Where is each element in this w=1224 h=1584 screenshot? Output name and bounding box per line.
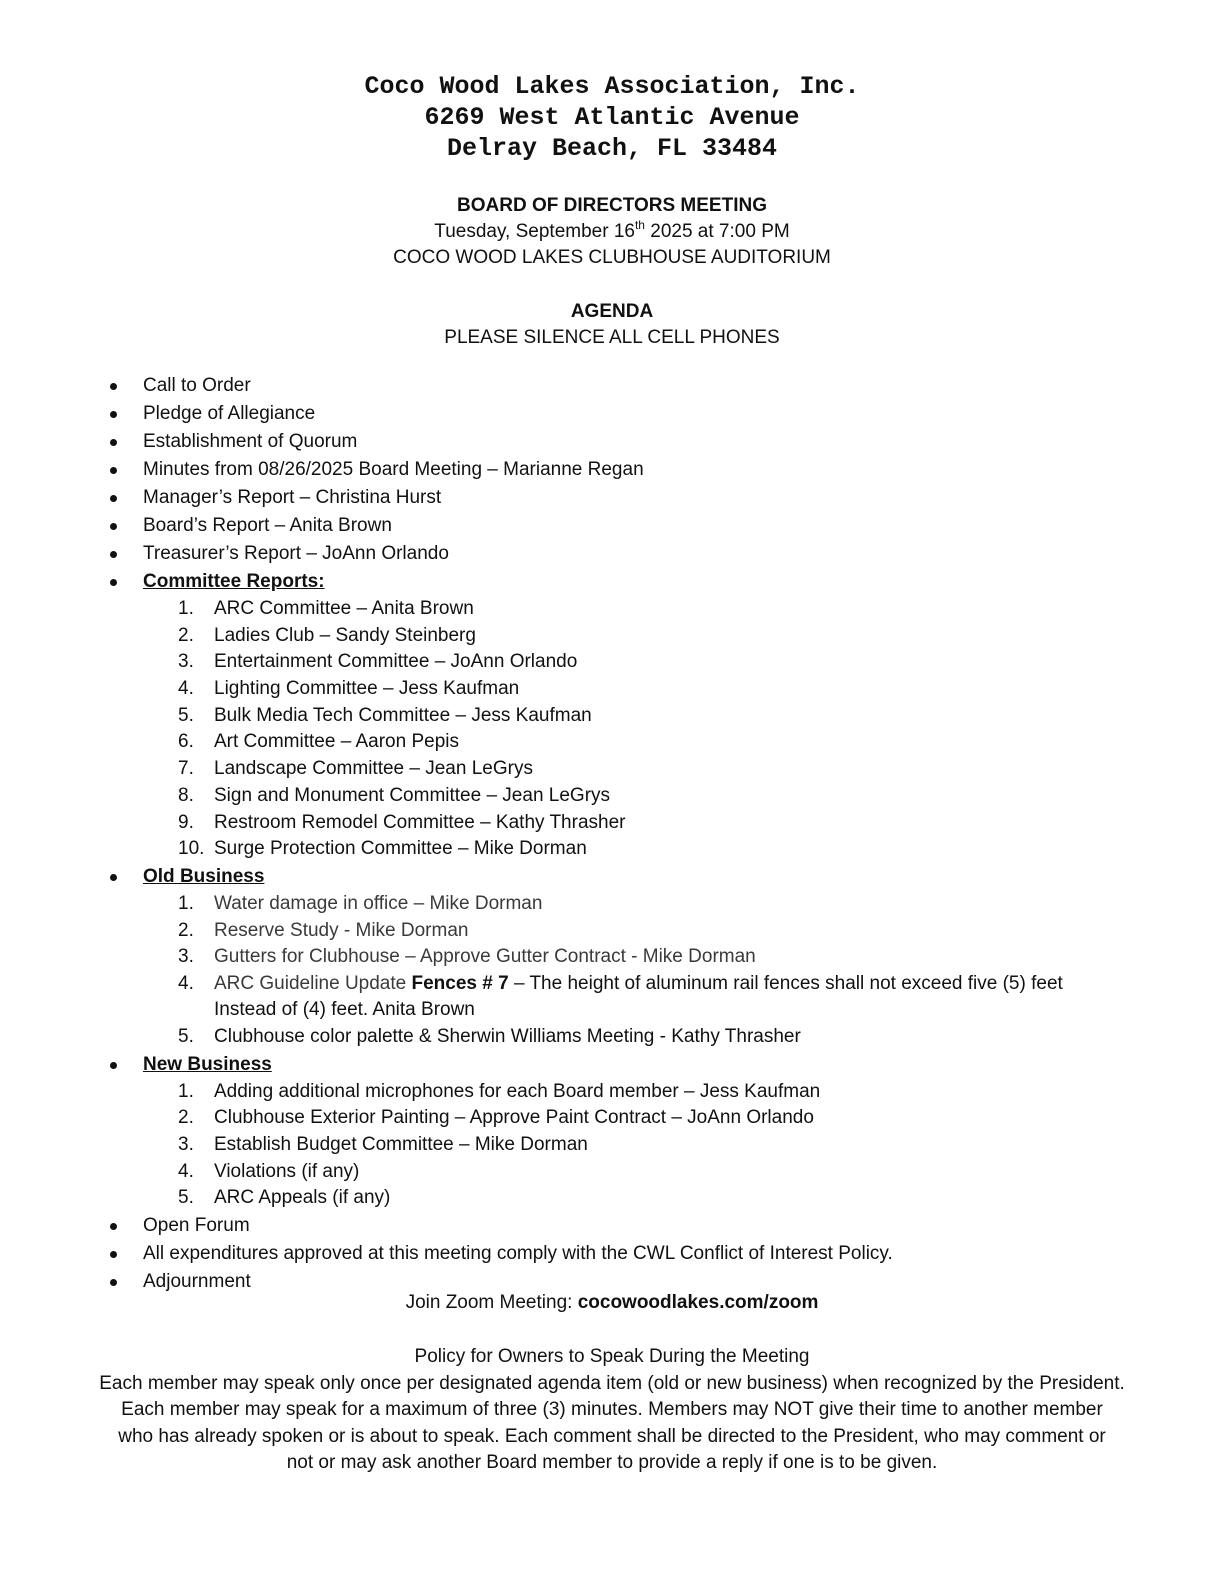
association-header [0,71,1224,164]
list-item: 3. Entertainment Committee – JoAnn Orlando [178,651,578,673]
bullet-icon [110,1251,117,1258]
list-item: 3. Establish Budget Committee – Mike Dorman [178,1134,588,1155]
list-item: 8. Sign and Monument Committee – Jean LeGrys [178,784,611,806]
list-item: 9. Restroom Remodel Committee – Kathy Thrasher [178,811,626,833]
list-item: 4. Violations (if any) [178,1160,360,1182]
list-item: 2. Ladies Club – Sandy Steinberg [178,624,476,646]
list-item: Pledge of Allegiance [0,400,1224,428]
bullet-icon [110,411,117,418]
agenda-notice: PLEASE SILENCE ALL CELL PHONES [444,327,780,348]
list-item: 4. ARC Guideline Update Fences # 7 – The height of aluminum rail fences shall not exceed five (5) feet Instead of (4) feet. Anita Brown [178,972,1063,1021]
list-item: 2. Clubhouse Exterior Painting – Approve Paint Contract – JoAnn Orlando [178,1107,814,1129]
list-item: 6. Art Committee – Aaron Pepis [178,731,459,753]
list-item: 2. Reserve Study - Mike Dorman [178,919,469,941]
policy-title: Policy for Owners to Speak During the Meeting [414,1346,810,1367]
new-business-heading: New Business [0,1051,1224,1079]
bullet-icon [110,551,117,558]
list-item: Establishment of Quorum [0,428,1224,456]
zoom-line [0,1290,1224,1316]
bullet-icon [110,523,117,530]
street-address: 6269 West Atlantic Avenue [424,103,800,132]
policy-line: Each member may speak for a maximum of three (3) minutes. Members may NOT give their time to another member [121,1399,1103,1420]
agenda-title: AGENDA [570,301,654,322]
meeting-date: Tuesday, September 16th 2025 at 7:00 PM [434,218,790,242]
meeting-info [0,193,1224,271]
committee-reports-heading: Committee Reports: [0,568,1224,596]
old-business-heading: Old Business [0,863,1224,891]
bullet-icon [110,467,117,474]
list-item: Treasurer’s Report – JoAnn Orlando [0,540,1224,568]
list-item: Open Forum [0,1212,1224,1240]
bullet-icon [110,1279,117,1286]
policy-line: Each member may speak only once per designated agenda item (old or new business) when recognized by the President. [99,1372,1125,1394]
policy-line: who has already spoken or is about to speak. Each comment shall be directed to the President, who may comment or [118,1425,1106,1447]
zoom-label: Join Zoom Meeting: [405,1292,578,1313]
list-item: 5. ARC Appeals (if any) [178,1187,391,1209]
list-item: 1. ARC Committee – Anita Brown [178,598,474,619]
list-item: Board’s Report – Anita Brown [0,512,1224,540]
list-item: Manager’s Report – Christina Hurst [0,484,1224,512]
bullet-icon [110,874,117,881]
list-item: 3. Gutters for Clubhouse – Approve Gutter Contract - Mike Dorman [178,946,756,968]
bullet-icon [110,383,117,390]
bullet-icon [110,1062,117,1069]
list-item: Call to Order [0,372,1224,400]
list-item: Adjournment [0,1268,1224,1296]
list-item: 1. Water damage in office – Mike Dorman [178,892,543,914]
list-item: 5. Bulk Media Tech Committee – Jess Kaufman [178,704,592,726]
agenda-header [0,299,1224,351]
zoom-link[interactable]: cocowoodlakes.com/zoom [577,1292,819,1313]
city-address: Delray Beach, FL 33484 [446,134,778,163]
list-item: 10. Surge Protection Committee – Mike Dorman [178,838,587,860]
speaking-policy [0,1344,1224,1477]
bullet-icon [110,1223,117,1230]
meeting-location: COCO WOOD LAKES CLUBHOUSE AUDITORIUM [393,247,831,268]
list-item: Minutes from 08/26/2025 Board Meeting – Marianne Regan [0,456,1224,484]
agenda-list [0,372,1224,1296]
list-item: 4. Lighting Committee – Jess Kaufman [178,678,520,700]
list-item: 5. Clubhouse color palette & Sherwin Williams Meeting - Kathy Thrasher [178,1025,801,1047]
bullet-icon [110,439,117,446]
org-name: Coco Wood Lakes Association, Inc. [364,72,860,101]
bullet-icon [110,495,117,502]
list-item: All expenditures approved at this meeting comply with the CWL Conflict of Interest Policy. [0,1240,1224,1268]
policy-line: not or may ask another Board member to provide a reply if one is to be given. [286,1452,938,1473]
list-item: 7. Landscape Committee – Jean LeGrys [178,758,533,780]
bullet-icon [110,579,117,586]
meeting-title: BOARD OF DIRECTORS MEETING [457,195,767,216]
list-item: 1. Adding additional microphones for each Board member – Jess Kaufman [178,1080,821,1102]
